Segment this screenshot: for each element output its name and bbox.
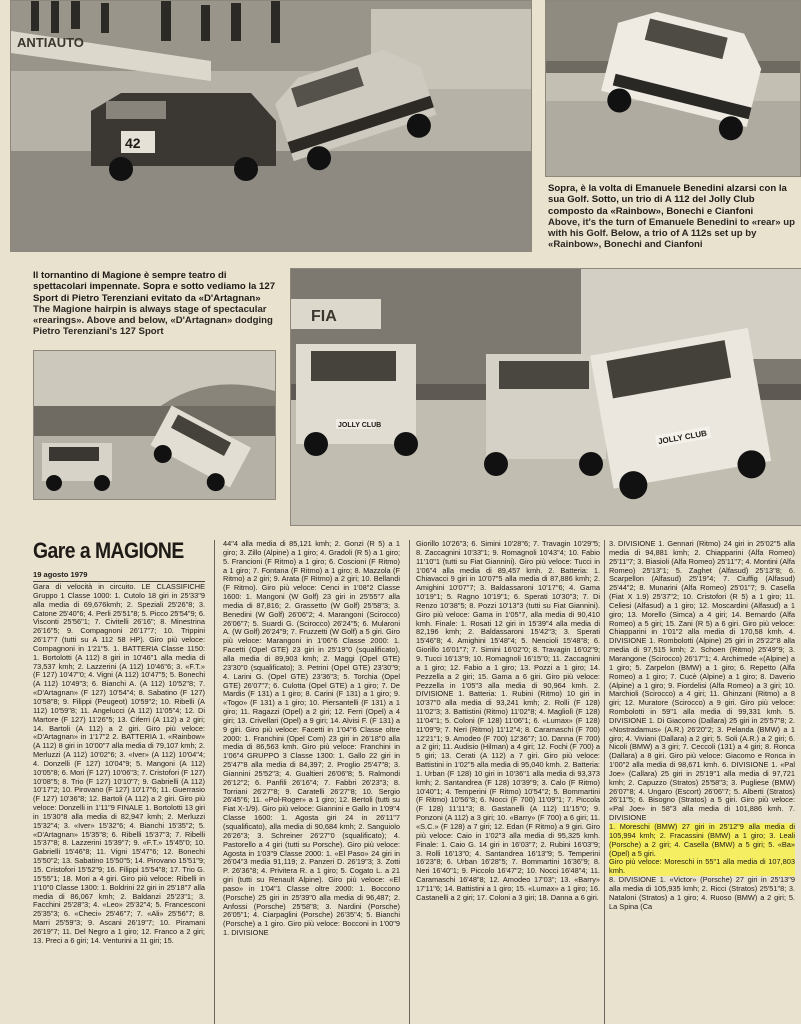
caption-golf [548, 183, 797, 251]
results-column-2 [223, 540, 400, 1024]
column-rule [409, 540, 410, 1024]
caption-golf-italian: Sopra, è la volta di Emanuele Benedini alzarsi con la sua Golf. Sotto, un trio di A 112 del Jolly Club composto da «Rainbow», Bonechi e Cianfoni [548, 183, 787, 217]
results-text-col4: 3. DIVISIONE 1. Gennari (Ritmo) 24 giri in 25'02"5 alla media di 94,881 kmh; 2. Chiapparini (Alfa Romeo) 25'11"7; 3. Biasioli (Alfa Romeo) 25'11"7; 4. Montini (Alfa Romeo) 25'13"1; 5. Zaghet (Alfasud) 25'13"8; 6. Scarpellon (Alfasud) 25'19"4; 7. Ciuffig (Alfasud) 25'44"2; 8. Munarini (Alfa Romeo) 25'01"7; 9. Casella (Fiat X 1.9) 25'37"2; 10. Cristofori (R 5) a 1 giro; 11. Celiesi (Alfasud) a 1 giro; 12. Moscardini (Alfasud) a 1 giro; 13. Morello (Simca) a 4 giri; 14. Bernardo (Alfa Romeo) a 5 giri; 15. Zani (R 5) a 6 giri. Giro più veloce: Chiapparini in 1'01"2 alla media di 170,58 kmh. 4. DIVISIONE 1. Rombolotti (Alpine) 25 giri in 25'22"8 alla media di 97,515 kmh; 2. Schoen (Ritmo) 25'49"9; 3. Marangone (Scirocco) 26'17"1; 4. Archimede «(Alpine) a 1 giro; 5. Zarpelon (BMW) a 1 giro; 6. Repetto (Alfa Romeo) a 1 giro; 7. Cucè (Alpine) a 1 giro; 8. Daverio (Alpine) a 1 giro; 9. Fiordelisi (Alfa Romeo) a 3 giri; 10. Marchioli (Scirocco) a 4 giri; 11. Ghinzani (Ritmo) a 8 giri; 12. Muratore (Scirocco) a 9 giri. Giro più veloce: Rombolotti in 59"1 alla media di 99,331 kmh. 5. DIVISIONE 1. Di Giacomo (Dallara) 25 giri in 25'57"8; 2. «Nostradamus» (A.R.) 26'20"2; 3. Pelanda (BMW) a 1 giro; 4. Viviani (Dallara) a 2 giri; 5. Soli (A.R.) a 2 giri; 6. Nicoli (BMW) a 3 giri; 7. Ceccoli (131) a 4 giri; 8. Ronca (Dallara) a 8 giri. Giro più veloce: Giacomo e Ronca in 1'00"2 alla media di 98,671 kmh. 6. DIVISIONE 1. «Pal Joe» (Callara) 25 giri in 25'19"1 alla media di 97,721 kmh; 2. Capuzzo (Stratos) 25'58"3; 3. Pugliese (BMW) 26'07"8; 4. Ungaro (Escort) 26'06"7; 5. Alberti (Stratos) 26'11"5; 6. Bisogno (Stratos) a 5 giri. Giro più veloce: «Pal Joe» in 58"3 alla media di 101,886 kmh. 7. DIVISIONE [609, 540, 795, 823]
plate-jolly-a: JOLLY CLUB [338, 422, 382, 429]
caption-golf-english: Above, it's the turn of Emanuele Benedini to «rear» up with his Golf. Below, a trio of A 112s set up by «Rainbow», Bonechi and Cianfoni [548, 216, 795, 251]
results-text-col2: 44"4 alla media di 85,121 kmh; 2. Gonzi (R 5) a 1 giro; 3. Zillo (Alpine) a 1 giro; 4. Gradoli (R 5) a 1 giro; 5. Francioni (F Ritmo) a 1 giro; 6. Coscioni (F Ritmo) a 1 giro; 7. Fontana (F Ritmo) a 1 giro; 8. Mazzola (F Ritmo) a 2 giri; 9. Arata (F Ritmo) a 2 giri; 10. Bellandi (F Ritmo). Giro più veloce: Cenci in 1'08"2 Classe 1600: 1. Mangoni (W Golf) 23 giri in 25'55"7 alla media di 87,816; 2. Grassetto (W Golf) 25'58"3; 3. Benedini (W Golf) 26'06"2; 4. Marangoni (Scirocco) 26'06"7; 5. Suardi G. (Scirocco) 26'24"5; 6. Mularoni A. (W Golf) 26'24"9; 7. Fruzzetti (W Golf) a 5 giri. Giro più veloce: Marangoni in 1'06"6 Classe 2000: 1. Facetti (Opel GTE) 23 giri in 25'19"0 (squalificato), alla media di 89,903 kmh; 2. Maggi (Opel GTE) 23'30"0 (squalificato); 3. Petrini (Opel GTE) 23'30"9; 4. Larini G. (Opel GTE) 23'36"3; 5. Torchia (Opel GTE) 26'07"7; 6. Culotta (Opel GTE) a 1 giro; 7. De Mardis (F 131) a 1 giro; 8. Carini (F 131) a 1 giro; 9. «Togo» (F 131) a 1 giro; 10. Piersantelli (F 131) a 1 giro; 11. Ragazzi (Opel) a 2 giri; 12. Ferri (Opel) a 4 giri; 13. Crivellari (Opel) a 9 giri; 14. Alvisi F. (F 131) a 9 giri. Giro più veloce: Facetti in 1'04"6 Classe oltre 2000: 1. Franchini (Opel Com) 23 giri in 26'18"0 alla media di 86,563 kmh. Giro più veloce: Franchini in 1'06"4 GRUPPO 3 Classe 1300: 1. Gallo 22 giri in 25'47"8 alla media di 84,397; 2. Proglio 25'47"8; 3. Giannini 25'52"3; 4. Gualtieri 26'06"8; 5. Ralmondi 26'12"2; 6. Panfili 26'16"4; 7. Fabbri 26'23"3; 8. Torriani 26'27"8; 9. Caratelli 26'27"8; 10. Sergio 26'45"6; 11. «Pol-Roger» a 1 giro; 12. Bertoli (tutti su Fiat X-1/9). Giro più veloce: Giannini e Gallo in 1'09"4 Classe 1600: 1. Agosta giri 24 in 26'11"7 (squalificato), alla media di 90,684 kmh; 2. Sanguiolo 26'26"3; 3. Schreiner 26'27"0 (squalificato); 4. Pastorello a 4 giri (tutti su Porsche). Giro più veloce: Agosta in 1'03"9 Classe 2000: 1. «El Paso» 24 giri in 26'04"3 media 91,119; 2. Panzeri D. 26'19"3; 3. Zotti P. 26'36"8; 4. Privitera R. a 1 giro; 5. Cogato L. a 21 giri (tutti su Renault Alpine). Giro più veloce: «El paso» in 1'04"1 Classe oltre 2000: 1. Boccono (Porsche) 25 giri in 25'39"0 alla media di 96,487; 2. Anfossi (Porsche) 25'58"8; 3. Nardini (Porsche) 26'05"1; 4. Ciarpaglini (Porsche) 26'35"4; 5. Bianchi (Porsche) a 1 giro. Giro più veloce: Bocconi in 1'00"9 1. DIVISIONE [223, 540, 400, 938]
column-rule [214, 540, 215, 1024]
banner-fia: FIA [311, 308, 337, 325]
car-number: 42 [125, 135, 141, 151]
article-date: 19 agosto 1979 [33, 570, 88, 579]
plate-jolly-b: JOLLY CLUB [657, 428, 708, 447]
results-text-col1: Gara di velocità in circuito. LE CLASSIFICHE Gruppo 1 Classe 1000: 1. Cutolo 18 giri in 25'33"9 alla media di 69,676kmh; 2. Speziali 25'26"8; 3. Catone 25'40"6; 4. Perli 25'51"8; 5. Picco 25'54"9; 6. Visconti 25'56"1; 7. Civitelli 26'16"; 8. Minestrina 26'16"5; 9. Compagnoni 26'17"7; 10. Trippini 26'17"7 (tutti su A 112 58 HP). Giro più veloce: Compagnoni in 1'21"5. 1. BATTERIA Classe 1150: 1. Bortolotti (A 112) 8 giri in 10'46"1 alla media di 73,537 kmh; 2. Lazzerini (A 112) 10'46"6; 3. «F.T.» (F 127) 10'47"0; 4. Vigni (A 112) 10'47"5; 5. Bonechi (A 112) 10'49"3; 6. Bianchi A. (A 112) 10'52"8; 7. «D'Artagnan» (F 127) 10'54"4; 8. Sabatino (F 127) 10'58"8; 9. Filippi (Peugeot) 10'59"2; 10. Ribelli (A 112) 10'59"8; 11. Angelucci (A 112) 11'05"4; 12. Di Martore (F 127) 11'26"5; 13. Ciferri (A 112) a 2 giri; 14. Bartoli (A 112) a 2 giri. Giro più veloce: «D'Artagnan» in 1'17"2 2. BATTERIA 1. «Rainbow» (A 112) 8 giri in 10'00"7 alla media di 79,107 kmh; 2. Merluzzi (A 112) 10'02"6; 3. «Iver» (A 112) 10'04"4; 4. Donzelli (F 127) 10'04"9; 5. Mangoni (A 112) 10'05"8; 6. Mori (F 127) 10'06"3; 7. Cristofori (F 127) 10'08"5; 8. Trio (F 127) 10'10"7; 9. Gabrielli (A 112) 10'17"2; 10. Pirovano (F 127) 10'17"6; 11. Guerrasio (F 127) 10'36"8; 12. Bartoli (A 112) a 2 giri. Giro più veloce: Donzelli in 1'11"9 FINALE 1. Bortolotti 13 giri in 15'30"8 alla media di 82,947 kmh; 2. Merluzzi 15'32"4; 3. «Iver» 15'32"6; 4. Bianchi 15'35"2; 5. «D'Artagnan» 15'35"8; 6. Ribelli 15'37"3; 7. Ribelli 15'37"8; 8. Lazzerini 15'39"7; 9. «F.T.» 15'45"0; 10. Gabrielli 15'46"8; 11. Vigni 15'47"6; 12. Bonechi 15'50"2; 13. Sabatino 15'50"5; 14. Pirovano 15'51"9; 15. Cristofori 15'52"9; 16. Filippi 15'54"8; 17. Trio G. 15'55"1; 18. Mori a 4 giri. Giro più veloce: Ribelli in 1'10"0 Classe 1300: 1. Boldrini 22 giri in 25'18"7 alla media di 86,067 kmh; 2. Baldanzi 25'23"1; 3. Facchini 25'28"3; 4. «Leo» 25'32"4; 5. Francesconi 25'35"3; 6. «Checi» 25'46"7; 7. «Ali» 25'56"7; 8. Marri 25'59"3; 9. Ascani 26'19"7; 10. Piramani 26'19"7; 11. Del Negro a 1 giro; 12. Franco a 2 giri; 13. Preci a 6 giri; 14. Venturini a 11 giri; 15. [33, 583, 205, 945]
results-column-1 [33, 583, 205, 1024]
article-headline: Gare a MAGIONE [33, 538, 184, 563]
highlighted-result-moreschi: 1. Moreschi (BMW) 27 giri in 25'12"9 alla media di 105,994 kmh; 2. Fracassini (BMW) a 1 giro; 3. Leali (Porsche) a 2 giri; 4. Casella (BMW) a 5 giri; 5. «Ba» (Opel) a 5 giri. [609, 822, 795, 858]
divider [33, 581, 205, 582]
photo-127-sport [33, 350, 276, 500]
results-text-col4-end: 8. DIVISIONE 1. «Victor» (Porsche) 27 giri in 25'13"9 alla media di 105,935 kmh; 2. Ricci (Stratos) 25'51"8; 3. Nataloni (Stratos) a 1 giro; 4. Ruoso (BMW) a 2 giri; 5. La Spina (Ca [609, 875, 795, 911]
banner-text: ANTIAUTO [17, 35, 84, 50]
photo-a112-trio [290, 268, 801, 526]
results-text-col3: Giorillo 10'26"3; 6. Simini 10'28"6; 7. Travagin 10'29"5; 8. Zaccagnini 10'33"1; 9. Romagnoli 10'43"4; 10. Fabio 11'10"1 (tutti su Fiat Giannini). Giro più veloce: Tucci in 1'06"4 alla media di 89,457 kmh. 2. Batteria: 1. Chiavacci 9 giri in 10'07"5 alla media di 87,886 kmh; 2. Amighini 10'07"7; 3. Baldassaroni 10'17"6; 4. Gama 10'19"1; 5. Ragno 10'19"1; 6. Sperati 10'30"3; 7. Di Renzo 10'38"5; 8. Pozzi 10'13"3 (tutti su Fiat Giannini). Giro più veloce: Gama in 1'05"7, alla media di 90,410 kmh. Finale: 1. Rosati 12 giri in 15'39"4 alla media di 82,196 kmh; 2. Baldassaroni 15'42"3; 3. Sperati 15'46"8; 4. Amighini 15'48"4; 5. Nencioli 15'48"8; 6. Giorillo 16'01"7; 7. Simini 16'02"0; 8. Travagin 16'02"9; 9. Tucci 16'13"9; 10. Romagnoli 16'15"0; 11. Zaccagnini a 1 giro; 12. Fabio a 1 giro; 13. Pozzi a 1 giro; 14. Pezzella a 2 giri; 15. Gama a 6 giri. Giro più veloce: Pezzella in 1'05"3 alla media di 90,964 kmh. 2. DIVISIONE 1. Batteria: 1. Rubini (Ritmo) 10 giri in 10'37"0 alla media di 93,241 kmh; 2. Rolli (F 128) 11'02"3; 3. Battistini (Ritmo) 11'02"8; 4. Magliolì (F 128) 11'04"1; 5. Coloni (F 128) 11'06"1; 6. «Lumax» (F 128) 11'09"9; 7. Neri (Ritmo) 11'12"4; 8. Caramaschi (F 700) 12'21"1; 9. Amodeo (F 700) 12'36"7; 10. Danna (F 700) a 2 giri; 11. Audisio (Hilman) a 4 giri; 12. Fochi (F 700) a 5 giri; 13. Cerati (A 112) a 7 giri. Giro più veloce: Battistini in 1'02"5 alla media di 95,040 kmh. 2. Batteria: 1. Urban (F 128) 10 giri in 10'36"1 alla media di 93,373 kmh; 2. Santandrea (F 128) 10'39"9; 3. Calo (F Ritmo) 10'40"1; 4. Temperini (F Ritmo) 10'54"2; 5. Bommartini (F Ritmo) 10'56"8; 6. Nocci (F 700) 11'09"1; 7. Piccola (F 128) 11'11"3; 8. Gastanelli (A 112) 11'15"0; 9. Ponzoni (A 112) a 3 giri; 10. «Barry» (F 700) a 6 giri; 11. «S.C.» (F 128) a 7 giri; 12. Edan (F Ritmo) a 9 giri. Giro più veloce: Caio in 1'02"3 alla media di 95,325 kmh. Finale: 1. Caio G. 14 giri in 16'03"7; 2. Rubini 16'03"9; 3. Rolli 16'13"0; 4. Santandrea 16'13"9; 5. Temperini 16'23"8; 6. Urban 16'28"5; 7. Bommartini 16'36"9; 8. Neri 16'40"1; 9. Piccolo 16'47"2; 10. Nocci 16'48"4; 11. Caramaschi 16'48"8; 12. Amodeo 17'03"; 13. «Barry» 17'11"6; 14. Battistini a 1 giro; 15. «Lumax» a 1 giro; 16. Castanelli a 2 giri; 17. Coloni a 3 giri; 18. Danna a 6 giri. [416, 540, 600, 902]
caption-hairpin-english: The Magione hairpin is always stage of spectacular «rearings». Above and below, «D'Artagnan» dodging Pietro Terenziani's 127 Sport [33, 303, 273, 338]
results-column-4 [609, 540, 795, 1024]
highlighted-fastest-lap: Giro più veloce: Moreschi in 55"1 alla media di 107,803 kmh. [609, 857, 795, 876]
caption-hairpin [33, 270, 281, 338]
results-column-3 [416, 540, 600, 1024]
column-rule [604, 540, 605, 1024]
caption-hairpin-italian: Il tornantino di Magione è sempre teatro di spettacolari impennate. Sopra e sotto vediamo la 127 Sport di Pietro Terenziani evitato da «D'Artagnan» [33, 270, 276, 304]
photo-golf-rearing [545, 0, 801, 177]
photo-hairpin-crowd [10, 0, 532, 252]
